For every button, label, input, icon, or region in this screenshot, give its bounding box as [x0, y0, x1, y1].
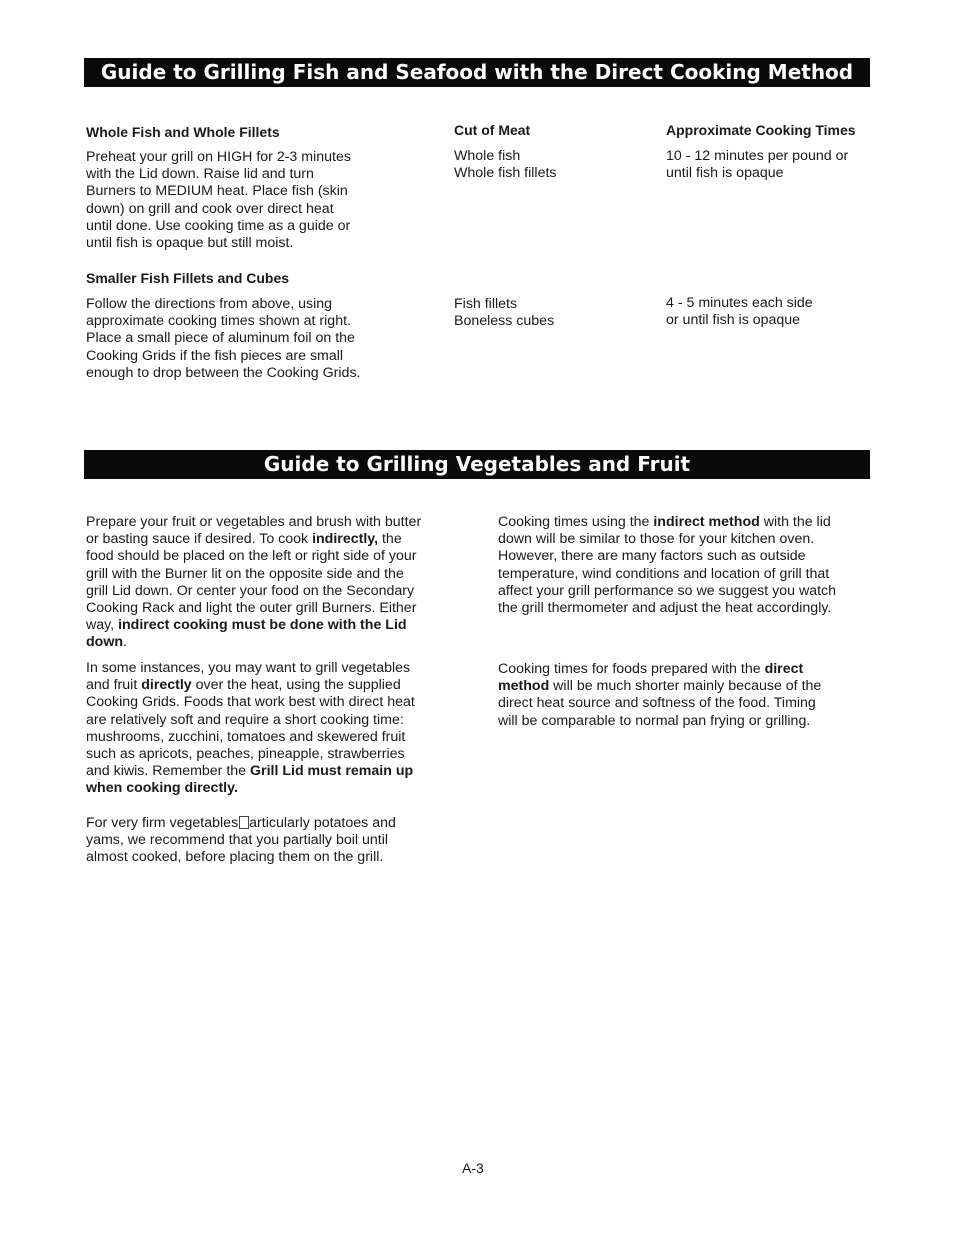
text-line: Follow the directions from above, using	[86, 296, 333, 312]
text-run: and fruit	[86, 677, 142, 694]
veg-left-paragraph-2	[86, 660, 415, 798]
veg-section-title: Guide to Grilling Vegetables and Fruit	[84, 450, 870, 479]
text-line: In some instances, you may want to grill vegetables	[86, 660, 411, 676]
text-line	[86, 634, 421, 651]
cut-item: Whole fish	[454, 148, 521, 164]
text-line	[86, 780, 415, 797]
veg-left-paragraph-1	[86, 514, 421, 652]
text-line: Cooking Grids. Foods that work best with direct heat	[86, 694, 415, 711]
text-line: with the Lid down. Raise lid and turn	[86, 166, 314, 183]
text-line: food should be placed on the left or right side of your	[86, 548, 417, 565]
cut-item: Boneless cubes	[454, 313, 555, 330]
text-line: down) on grill and cook over direct heat	[86, 200, 334, 217]
cut-item: Whole fish fillets	[454, 165, 557, 182]
text-line: will be comparable to normal pan frying or grilling.	[498, 712, 811, 729]
text-line	[86, 763, 415, 780]
bold-run: indirect cooking must be done with the Lid	[118, 617, 407, 634]
text-line: such as apricots, peaches, pineapple, strawberries	[86, 746, 405, 763]
text-run: .	[123, 634, 127, 651]
page-number: A-3	[462, 1160, 484, 1176]
text-line: grill with the Burner lit on the opposite side and the	[86, 565, 404, 582]
cut-item: Fish fillets	[454, 296, 518, 312]
time-item: or until fish is opaque	[666, 312, 801, 329]
bold-run: direct	[764, 661, 804, 677]
text-run: over the heat, using the supplied	[191, 677, 401, 694]
bold-run: indirectly,	[312, 531, 379, 548]
text-line: direct heat source and softness of the food. Timing	[498, 695, 816, 712]
bold-run: indirect method	[653, 514, 760, 530]
text-run: and kiwis. Remember the	[86, 763, 251, 780]
bold-run: when cooking directly.	[86, 780, 238, 797]
text-run: or basting sauce if desired. To cook	[86, 531, 313, 548]
text-line: Place a small piece of aluminum foil on the	[86, 330, 355, 347]
text-line	[86, 531, 421, 548]
time-item: 10 - 12 minutes per pound or	[666, 148, 849, 164]
text-line: temperature, wind conditions and location of grill that	[498, 565, 830, 582]
text-line	[86, 677, 415, 694]
time-item: until fish is opaque	[666, 165, 784, 182]
text-run: the	[378, 531, 402, 548]
bold-run: Grill Lid must remain up	[250, 763, 414, 780]
whole-fish-cuts	[454, 148, 557, 182]
text-line	[86, 617, 421, 634]
time-item: 4 - 5 minutes each side	[666, 295, 813, 311]
text-line: Burners to MEDIUM heat. Place fish (skin	[86, 183, 348, 200]
text-line: affect your grill performance so we suggest you watch	[498, 582, 837, 599]
bold-run: down	[86, 634, 124, 651]
whole-fish-heading: Whole Fish and Whole Fillets	[86, 124, 280, 140]
smaller-fish-heading: Smaller Fish Fillets and Cubes	[86, 270, 290, 286]
text-line: the grill thermometer and adjust the heat accordingly.	[498, 600, 832, 617]
text-run: will be much shorter mainly because of the	[549, 678, 822, 695]
approx-times-header: Approximate Cooking Times	[666, 122, 856, 138]
veg-right-paragraph-1	[498, 514, 836, 617]
smaller-fish-cuts	[454, 296, 554, 330]
text-line	[498, 514, 836, 531]
text-run: For very firm vegetables	[86, 815, 239, 831]
veg-left-paragraph-3	[86, 815, 396, 867]
text-line: almost cooked, before placing them on the grill.	[86, 849, 384, 866]
whole-fish-text	[86, 149, 351, 252]
text-run: Cooking times using the	[498, 514, 654, 530]
cut-of-meat-header: Cut of Meat	[454, 122, 531, 138]
text-line: approximate cooking times shown at right.	[86, 313, 351, 330]
text-run: articularly potatoes and	[249, 815, 396, 831]
smaller-fish-text	[86, 296, 360, 382]
text-line: are relatively soft and require a short cooking time:	[86, 711, 404, 728]
text-run: with the lid	[759, 514, 831, 530]
smaller-fish-times	[666, 295, 813, 329]
text-run: Cooking times for foods prepared with the	[498, 661, 765, 677]
text-line: Prepare your fruit or vegetables and brush with butter	[86, 514, 422, 530]
text-line: until fish is opaque but still moist.	[86, 235, 294, 252]
text-line: Cooking Grids if the fish pieces are small	[86, 347, 344, 364]
text-line: mushrooms, zucchini, tomatoes and skewered fruit	[86, 728, 406, 745]
veg-right-paragraph-2	[498, 661, 821, 730]
text-line: However, there are many factors such as outside	[498, 548, 806, 565]
text-line	[498, 678, 821, 695]
bold-run: directly	[141, 677, 192, 694]
text-run: way,	[86, 617, 119, 634]
text-line: yams, we recommend that you partially boil until	[86, 832, 389, 849]
text-line: enough to drop between the Cooking Grids.	[86, 364, 361, 381]
bold-run: method	[498, 678, 550, 695]
text-line	[86, 815, 396, 832]
text-line: down will be similar to those for your kitchen oven.	[498, 531, 815, 548]
missing-glyph-box	[239, 816, 249, 829]
text-line	[498, 661, 821, 678]
text-line: Preheat your grill on HIGH for 2-3 minutes	[86, 149, 351, 165]
text-line: until done. Use cooking time as a guide or	[86, 217, 351, 234]
whole-fish-times	[666, 148, 848, 182]
text-line: Cooking Rack and light the outer grill Burners. Either	[86, 600, 417, 617]
text-line: grill Lid down. Or center your food on the Secondary	[86, 582, 415, 599]
fish-section-title: Guide to Grilling Fish and Seafood with the Direct Cooking Method	[84, 58, 870, 87]
